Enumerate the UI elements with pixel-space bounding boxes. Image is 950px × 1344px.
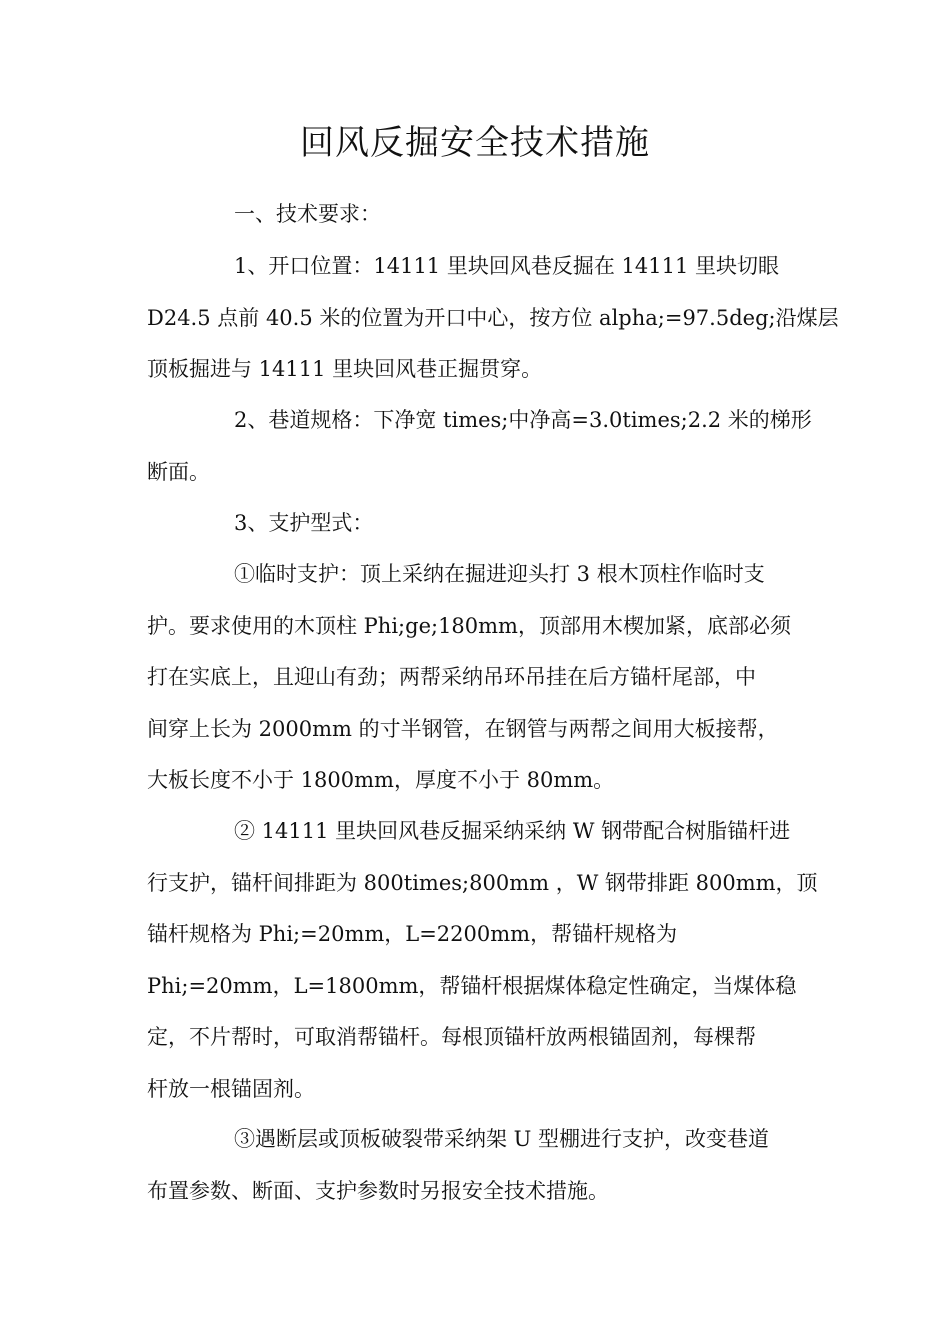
section-heading-text: 一、技术要求： <box>234 202 381 226</box>
paragraph-line: 锚杆规格为 Phi;=20mm，L=2200mm，帮锚杆规格为 <box>147 922 678 946</box>
paragraph-line: 2、巷道规格：下净宽 times;中净高=3.0times;2.2 米的梯形 <box>234 408 812 432</box>
paragraph-temporary-support <box>147 549 807 807</box>
paragraph-line: 3、支护型式： <box>234 511 374 535</box>
paragraph-support-type <box>147 498 807 550</box>
paragraph-line: D24.5 点前 40.5 米的位置为开口中心，按方位 alpha;=97.5deg;沿煤层 <box>147 305 839 330</box>
paragraph-fault-support <box>147 1114 807 1217</box>
paragraph-line: 护。要求使用的木顶柱 Phi;ge;180mm，顶部用木楔加紧，底部必须 <box>147 613 791 638</box>
paragraph-line: 断面。 <box>147 459 210 484</box>
paragraph-line: 顶板掘进与 14111 里块回风巷正掘贯穿。 <box>147 357 543 381</box>
paragraph-line: 1、开口位置：14111 里块回风巷反掘在 14111 里块切眼 <box>234 254 779 278</box>
paragraph-line: 布置参数、断面、支护参数时另报安全技术措施。 <box>147 1178 609 1203</box>
paragraph-line: 打在实底上，且迎山有劲；两帮采纳吊环吊挂在后方锚杆尾部，中 <box>147 665 756 689</box>
paragraph-line: 行支护，锚杆间排距为 800times;800mm ，W 钢带排距 800mm，顶 <box>147 870 818 895</box>
document-title: 回风反掘安全技术措施 <box>300 123 650 163</box>
paragraph-line: ② 14111 里块回风巷反掘采纳采纳 W 钢带配合树脂锚杆进 <box>234 819 791 843</box>
paragraph-line: ③遇断层或顶板破裂带采纳架 U 型棚进行支护，改变巷道 <box>234 1127 770 1151</box>
paragraph-line: ①临时支护：顶上采纳在掘进迎头打 3 根木顶柱作临时支 <box>234 562 765 586</box>
paragraph-line: Phi;=20mm，L=1800mm，帮锚杆根据煤体稳定性确定，当煤体稳 <box>147 973 797 998</box>
paragraph-bolt-support <box>147 806 818 1115</box>
paragraph-line: 定，不片帮时，可取消帮锚杆。每根顶锚杆放两根锚固剂，每棵帮 <box>147 1025 756 1049</box>
paragraph-line: 间穿上长为 2000mm 的寸半钢管，在钢管与两帮之间用大板接帮， <box>147 716 779 741</box>
paragraph-roadway-spec <box>147 395 812 498</box>
section-heading <box>147 189 807 241</box>
paragraph-line: 杆放一根锚固剂。 <box>147 1076 315 1101</box>
paragraph-line: 大板长度不小于 1800mm，厚度不小于 80mm。 <box>147 768 615 792</box>
paragraph-opening-position <box>147 241 839 396</box>
